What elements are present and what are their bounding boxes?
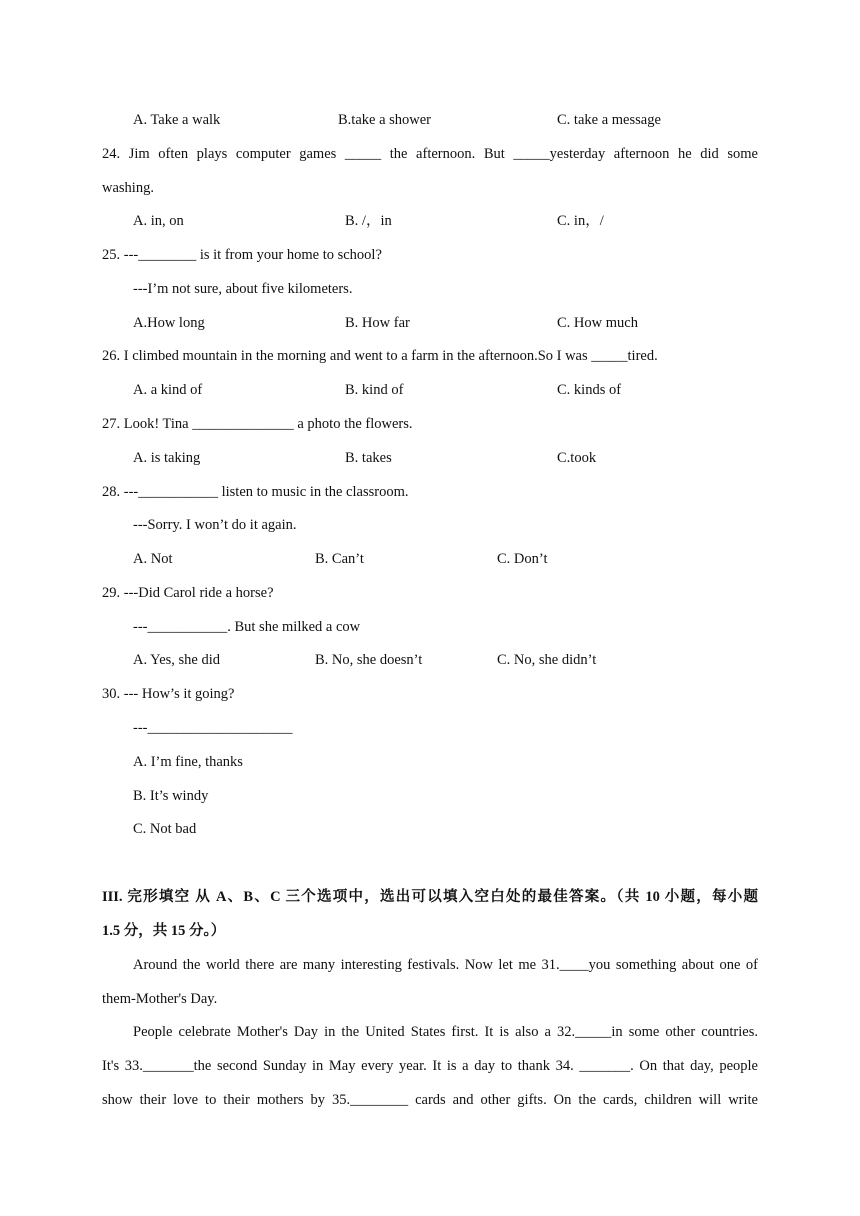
option-a[interactable]: A. Yes, she did — [133, 652, 221, 668]
option-c[interactable]: C.took — [557, 450, 597, 466]
option-c[interactable]: C. take a message — [557, 112, 661, 128]
dialogue-reply: ---Sorry. I won’t do it again. — [133, 517, 297, 533]
option-b[interactable]: B. Can’t — [315, 551, 364, 567]
section-heading-continued: 1.5 分，共 15 分。） — [102, 923, 226, 939]
option-b[interactable]: B. It’s windy — [133, 788, 209, 804]
option-b[interactable]: B.take a shower — [338, 112, 432, 128]
question-stem: 30. --- How’s it going? — [102, 686, 235, 702]
option-c[interactable]: C. No, she didn’t — [497, 652, 597, 668]
option-a[interactable]: A. Take a walk — [133, 112, 221, 128]
dialogue-reply: ---I’m not sure, about five kilometers. — [133, 281, 353, 297]
question-stem-continued: washing. — [102, 180, 154, 196]
option-b[interactable]: B. /，in — [345, 213, 392, 229]
question-stem: 27. Look! Tina ______________ a photo the flowers. — [102, 416, 413, 432]
question-stem: 29. ---Did Carol ride a horse? — [102, 585, 274, 601]
option-a[interactable]: A. Not — [133, 551, 173, 567]
question-stem: 26. I climbed mountain in the morning and went to a farm in the afternoon.So I was _____tired. — [102, 348, 658, 364]
option-c[interactable]: C. Don’t — [497, 551, 548, 567]
option-b[interactable]: B. No, she doesn’t — [315, 652, 423, 668]
option-a[interactable]: A. a kind of — [133, 382, 203, 398]
section-heading: III. 完形填空 从 A、B、C 三个选项中，选出可以填入空白处的最佳答案。（共 10 小题，每小题 — [102, 889, 758, 905]
passage-paragraph-1-continued: them-Mother's Day. — [102, 991, 218, 1007]
option-c[interactable]: C. kinds of — [557, 382, 622, 398]
passage-paragraph-2-line-2: It's 33._______the second Sunday in May every year. It is a day to thank 34. _______. On that day, people — [102, 1058, 758, 1074]
option-c[interactable]: C. Not bad — [133, 821, 197, 837]
option-b[interactable]: B. takes — [345, 450, 392, 466]
option-a[interactable]: A. I’m fine, thanks — [133, 754, 243, 770]
option-b[interactable]: B. How far — [345, 315, 410, 331]
option-c[interactable]: C. How much — [557, 315, 638, 331]
dialogue-reply: ---____________________ — [133, 720, 293, 736]
passage-paragraph-2-line-3: show their love to their mothers by 35.________ cards and other gifts. On the cards, children will write — [102, 1092, 758, 1108]
option-a[interactable]: A.How long — [133, 315, 205, 331]
option-a[interactable]: A. is taking — [133, 450, 201, 466]
option-c[interactable]: C. in，/ — [557, 213, 604, 229]
option-a[interactable]: A. in, on — [133, 213, 184, 229]
question-stem: 28. ---___________ listen to music in the classroom. — [102, 484, 409, 500]
question-stem: 24. Jim often plays computer games _____ the afternoon. But _____yesterday afternoon he did some — [102, 146, 758, 162]
dialogue-reply: ---___________. But she milked a cow — [133, 619, 361, 635]
option-b[interactable]: B. kind of — [345, 382, 404, 398]
question-stem: 25. ---________ is it from your home to school? — [102, 247, 382, 263]
passage-paragraph-1: Around the world there are many interesting festivals. Now let me 31.____you something about one of — [133, 957, 758, 973]
passage-paragraph-2: People celebrate Mother's Day in the United States first. It is also a 32._____in some other countries. — [133, 1024, 758, 1040]
